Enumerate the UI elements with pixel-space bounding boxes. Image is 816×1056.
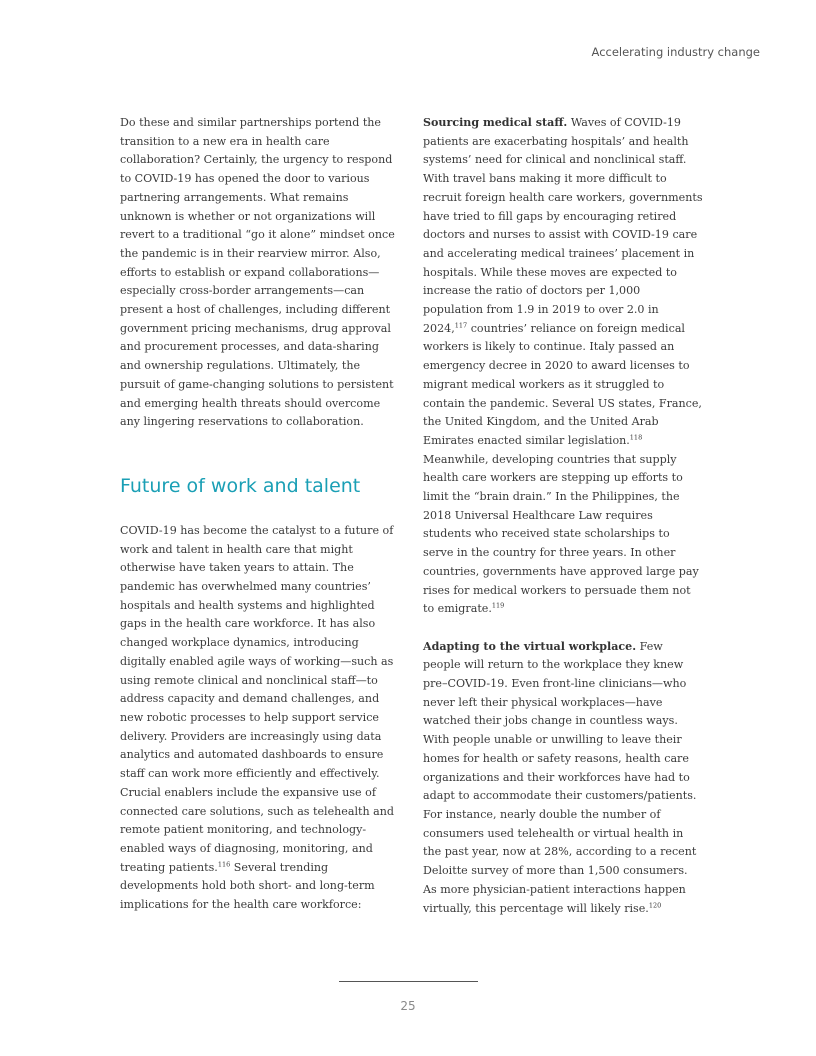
footnote-ref-119[interactable]: 119	[491, 601, 505, 610]
running-header: Accelerating industry change	[591, 45, 760, 59]
footnote-ref-120[interactable]: 120	[648, 900, 662, 909]
footnote-ref-117[interactable]: 117	[454, 321, 468, 330]
footer-divider	[339, 981, 478, 982]
future-of-work-paragraph	[120, 522, 400, 915]
footnote-ref-116[interactable]: 116	[217, 859, 231, 868]
paragraph-text: countries’ reliance on foreign medical workers is likely to continue. Italy passed an emergency decree in 2020 to award licenses to migrant medical workers as it struggled to contain the pandemic. Several US states, France, the United Kingdom, and the United Arab Emirates enacted similar legislation.	[423, 321, 702, 447]
paragraph-text: COVID-19 has become the catalyst to a future of work and talent in health care that might otherwise have taken years to attain. The pandemic has overwhelmed many countries’ hospitals and health systems and highlighted gaps in the health care workforce. It has also changed workplace dynamics, introducing digitally enabled agile ways of working—such as using remote clinical and nonclinical staff—to address capacity and demand challenges, and new robotic processes to help support service delivery. Providers are increasingly using data analytics and automated dashboards to ensure staff can work more efficiently and effectively. Crucial enablers include the expansive use of connected care solutions, such as telehealth and remote patient monitoring, and technology-enabled ways of diagnosing, monitoring, and treating patients.	[120, 523, 395, 874]
page-number: 25	[400, 999, 416, 1013]
virtual-workplace-paragraph	[423, 638, 703, 919]
right-column	[423, 114, 703, 918]
paragraph-text: Waves of COVID-19 patients are exacerbating hospitals’ and health systems’ need for clinical and nonclinical staff. With travel bans making it more difficult to recruit foreign health care workers, governments have tried to fill gaps by encouraging retired doctors and nurses to assist with COVID-19 care and accelerating medical trainees’ placement in hospitals. While these moves are expected to increase the ratio of doctors per 1,000 population from 1.9 in 2019 to over 2.0 in 2024,	[423, 116, 703, 335]
section-heading: Future of work and talent	[120, 474, 361, 497]
intro-paragraph: Do these and similar partnerships portend the transition to a new era in health care collaboration? Certainly, the urgency to respond to COVID-19 has opened the door to various partnering arrangements. What remains unknown is whether or not organizations will revert to a traditional “go it alone” mindset once the pandemic is in their rearview mirror. Also, efforts to establish or expand collaborations—especially cross-border arrangements—can present a host of challenges, including different government pricing mechanisms, drug approval and procurement processes, and data-sharing and ownership regulations. Ultimately, the pursuit of game-changing solutions to persistent and emerging health threats should overcome any lingering reservations to collaboration.	[120, 116, 395, 429]
virtual-workplace-lead: Adapting to the virtual workplace.	[423, 639, 637, 653]
sourcing-paragraph	[423, 114, 703, 619]
left-column	[120, 114, 400, 915]
paragraph-text: Meanwhile, developing countries that supply health care workers are stepping up efforts to limit the “brain drain.” In the Philippines, the 2018 Universal Healthcare Law requires students who received state scholarships to serve in the country for three years. In other countries, governments have approved large pay rises for medical workers to persuade them not to emigrate.	[423, 452, 699, 616]
paragraph-text: Few people will return to the workplace they knew pre–COVID-19. Even front-line clinicians—who never left their physical workplaces—have watched their jobs change in countless ways. With people unable or unwilling to leave their homes for health or safety reasons, health care organizations and their workforces have had to adapt to accommodate their customers/patients. For instance, nearly double the number of consumers used telehealth or virtual health in the past year, now at 28%, according to a recent Deloitte survey of more than 1,500 consumers. As more physician-patient interactions happen virtually, this percentage will likely rise.	[423, 639, 697, 915]
sourcing-lead: Sourcing medical staff.	[423, 116, 568, 129]
paragraph-text: Several trending developments hold both short- and long-term implications for the health care workforce:	[120, 860, 375, 912]
footnote-ref-118[interactable]: 118	[629, 433, 643, 442]
